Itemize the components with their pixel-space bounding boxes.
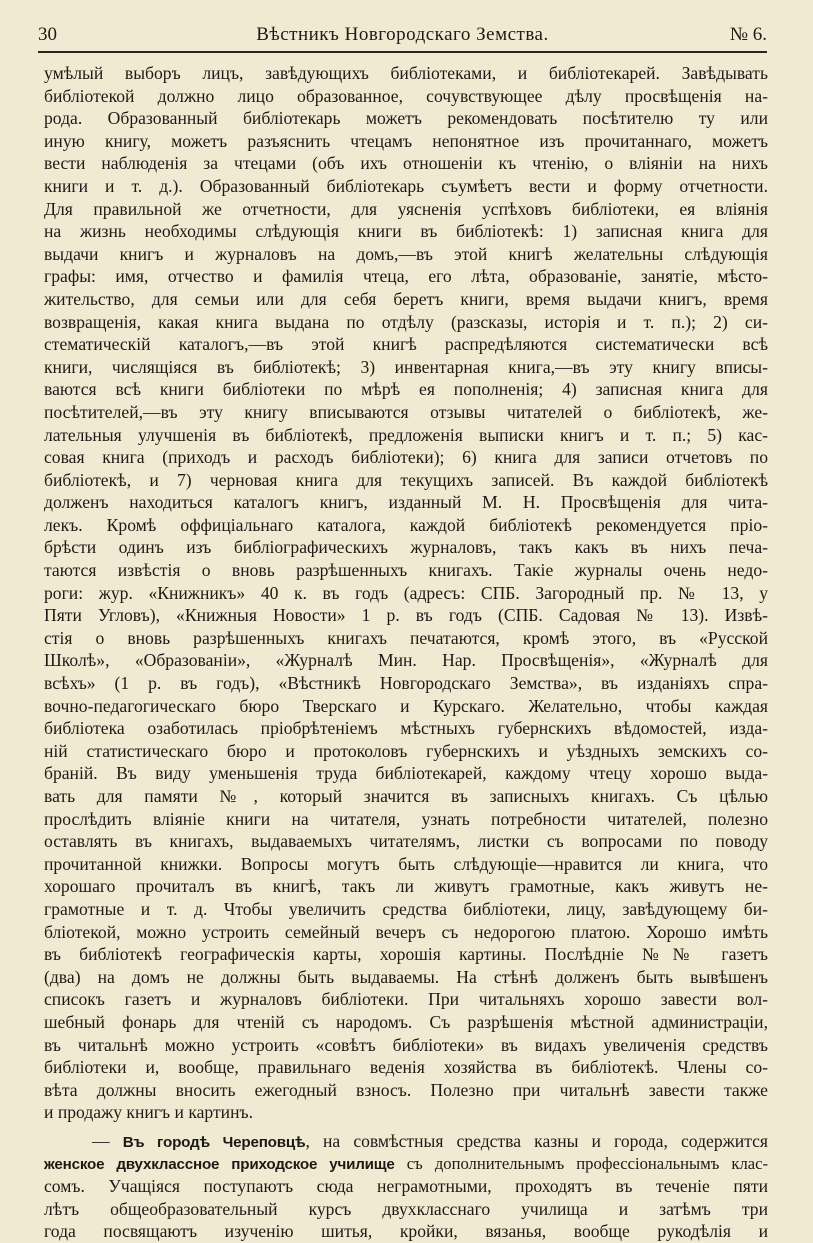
text-line: года посвящаютъ изученію шитья, кройки, вязанья, вообще рукодѣлія и — [44, 1221, 768, 1242]
text-line: лѣтъ общеобразовательный курсъ двухкласснаго училища и затѣмъ три — [44, 1198, 768, 1219]
paragraph-cherepovets — [44, 1130, 768, 1243]
text-line: выдачи книгъ и журналовъ на домъ,—въ этой книгѣ желательны слѣдующія — [44, 243, 768, 264]
text-line: браній. Въ виду уменьшенія труда библіотекарей, каждому чтецу хорошо выда- — [44, 763, 768, 784]
text-line: совая книга (приходъ и расходъ библіотеки); 6) книга для записи отчетовъ по — [44, 447, 768, 468]
text-line: таются извѣстія о вновь разрѣшенныхъ книгахъ. Такіе журналы очень недо- — [44, 560, 768, 581]
text-line: долженъ находиться каталогъ книгъ, изданный М. Н. Просвѣщенія для чита- — [44, 492, 768, 513]
text-line: вести наблюденія за чтецами (объ ихъ отношеніи къ чтенію, о вліяніи на нихъ — [44, 153, 768, 174]
text-line: на жизнь необходимы слѣдующія книги въ библіотекѣ: 1) записная книга для — [44, 221, 768, 242]
text-line: оставлять въ книгахъ, выдаваемыхъ читателямъ, листки съ вопросами по поводу — [44, 831, 768, 852]
text-line: сомъ. Учащіяся поступаютъ сюда неграмотными, проходятъ въ теченіе пяти — [44, 1176, 768, 1197]
header-rule — [38, 51, 767, 53]
text-line: ній статистическаго бюро и протоколовъ губернскихъ и уѣздныхъ земскихъ со- — [44, 740, 768, 761]
text-line: жительство, для семьи или для себя беретъ книги, время выдачи книгъ, время — [44, 288, 768, 309]
text-line: Школѣ», «Образованіи», «Журналѣ Мин. Нар. Просвѣщенія», «Журналѣ для — [44, 650, 768, 671]
text-line: бліотекой, можно устроить семейный вечеръ съ недорогою платою. Хорошо имѣть — [44, 921, 768, 942]
text-line: возвращенія, какая книга выдана по отдѣлу (разсказы, исторія и т. п.); 2) си- — [44, 311, 768, 332]
text-line: библіотекѣ, и 7) черновая книга для текущихъ записей. Въ каждой библіотекѣ — [44, 469, 768, 490]
text-line: стематическій каталогъ,—въ этой книгѣ распредѣляются систематически всѣ — [44, 334, 768, 355]
text-line: (два) на домъ не должны быть выдаваемы. На стѣнѣ долженъ быть вывѣшенъ — [44, 966, 768, 987]
text-line: ваются всѣ книги библіотеки по мѣрѣ ея пополненія; 4) записная книга для — [44, 379, 768, 400]
text-line: и продажу книгъ и картинъ. — [44, 1102, 254, 1123]
text-line: стія о вновь разрѣшенныхъ книгахъ печатаются, кромѣ этого, въ «Русской — [44, 627, 768, 648]
text-line: библіотекой должно лицо образованное, сочувствующее дѣлу просвѣщенія на- — [44, 85, 768, 106]
text-line: брѣсти одинъ изъ библіографическихъ журналовъ, такъ какъ въ нихъ печа- — [44, 537, 768, 558]
page-header — [38, 22, 767, 50]
running-title: Вѣстникъ Новгородскаго Земства. — [256, 24, 549, 45]
text-line: библіотеки и, вообще, правильнаго веденія хозяйства въ библіотекѣ. Члены со- — [44, 1057, 768, 1078]
text-line: хорошаго прочиталъ въ книгѣ, такъ ли живутъ грамотные, какъ живутъ не- — [44, 876, 768, 897]
text-line: вочно-педагогическаго бюро Тверскаго и Курскаго. Желательно, чтобы каждая — [44, 695, 768, 716]
article-body — [44, 62, 768, 1243]
text-line: посѣтителей,—въ эту книгу вписываются отзывы читателей о библіотекѣ, же- — [44, 401, 768, 422]
text-line: лекъ. Кромѣ оффиціальнаго каталога, каждой библіотекѣ рекомендуется пріо- — [44, 514, 768, 535]
bold-phrase: женское двухклассное приходское училище — [44, 1155, 395, 1173]
text-line: списокъ газетъ и журналовъ библіотеки. При читальняхъ хорошо завести вол- — [44, 989, 768, 1010]
text-line: въ библіотекѣ географическія карты, хорошія картины. Послѣдніе №№ газетъ — [44, 944, 768, 965]
text-line: умѣлый выборъ лицъ, завѣдующихъ библіотеками, и библіотекарей. Завѣдывать — [44, 63, 768, 83]
text-line: Для правильной же отчетности, для уясненія успѣховъ библіотеки, ея вліянія — [44, 198, 768, 219]
text-line: прочитанной книжки. Вопросы могутъ быть слѣдующіе—нравится ли книга, что — [44, 853, 768, 874]
text-line: иную книгу, можетъ разъяснить чтецамъ непонятное изъ прочитаннаго, можетъ — [44, 130, 768, 151]
text-line: Пяти Угловъ), «Книжныя Новости» 1 р. въ годъ (СПБ. Садовая № 13). Извѣ- — [44, 605, 768, 626]
text-line: прослѣдить вліяніе книги на читателя, узнать потребности читателей, полезно — [44, 808, 768, 829]
text-line: лательныя улучшенія въ библіотекѣ, предложенія выписки книгъ и т. п.; 5) кас- — [44, 424, 768, 445]
text-line: — Въ городѣ Череповцѣ, на совмѣстныя средства казны и города, содержится — [92, 1130, 768, 1151]
text-line: женское двухклассное приходское училище съ дополнительнымъ профессіональнымъ клас- — [44, 1153, 768, 1173]
text-line: всѣхъ» (1 р. въ годъ), «Вѣстникѣ Новгородскаго Земства», въ изданіяхъ спра- — [44, 673, 768, 694]
text-line: шебный фонарь для чтеній съ народомъ. Съ разрѣшенія мѣстной администраціи, — [44, 1011, 768, 1032]
text-line: грамотные и т. д. Чтобы увеличить средства библіотеки, лицу, завѣдующему би- — [44, 898, 768, 919]
text-line: библіотека озаботилась пріобрѣтеніемъ мѣстныхъ губернскихъ вѣдомостей, изда- — [44, 718, 768, 739]
text-line: вать для памяти №, который значится въ записныхъ книгахъ. Съ цѣлью — [44, 786, 768, 806]
page-number: 30 — [38, 24, 57, 45]
text-line: рода. Образованный библіотекарь можетъ рекомендовать посѣтителю ту или — [44, 108, 768, 129]
text-line: книги, числящіяся въ библіотекѣ; 3) инвентарная книга,—въ эту книгу вписы- — [44, 356, 768, 377]
bold-phrase: Въ городѣ Череповцѣ — [122, 1133, 306, 1151]
text-line: графы: имя, отчество и фамилія чтеца, его лѣта, образованіе, занятіе, мѣсто- — [44, 266, 768, 287]
text-line: въ читальнѣ можно устроить «совѣтъ библіотеки» въ видахъ увеличенія средствъ — [44, 1034, 768, 1055]
text-line: вѣта должны вносить ежегодный взносъ. Полезно при читальнѣ завести также — [44, 1079, 768, 1100]
paragraph-libraries — [44, 62, 768, 1124]
text-line: роги: жур. «Книжникъ» 40 к. въ годъ (адресъ: СПБ. Загородный пр. № 13, у — [44, 582, 768, 603]
issue-number: № 6. — [729, 24, 767, 45]
text-line: книги и т. д.). Образованный библіотекарь съумѣетъ вести и форму отчетности. — [44, 175, 768, 196]
